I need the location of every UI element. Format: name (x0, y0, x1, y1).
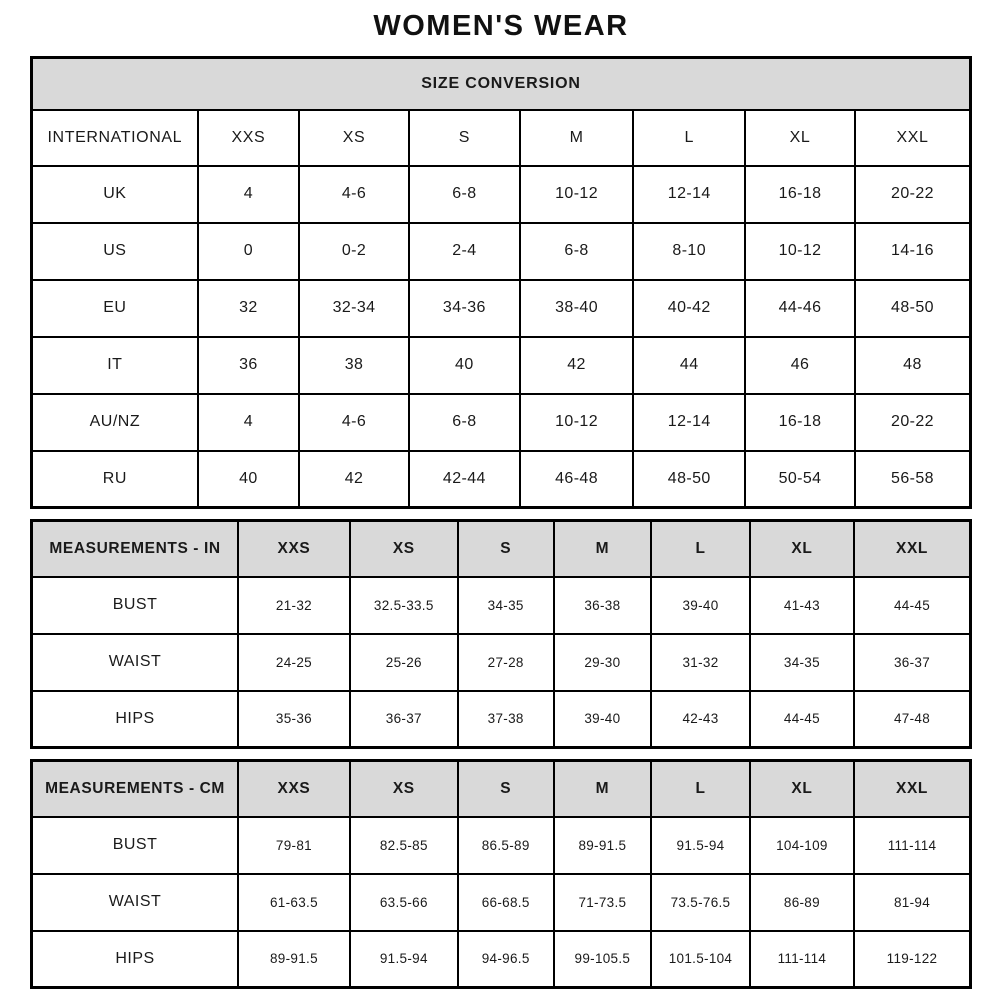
cell-value: 32 (198, 280, 299, 337)
column-header-l: L (651, 521, 750, 577)
column-header-xs: XS (299, 110, 409, 166)
cell-value: 44 (633, 337, 745, 394)
column-header-xl: XL (750, 521, 854, 577)
cell-value: 4 (198, 394, 299, 451)
cell-value: 91.5-94 (350, 931, 458, 988)
row-label: US (32, 223, 198, 280)
table-row (32, 634, 971, 691)
table-title: MEASUREMENTS - IN (32, 521, 239, 577)
cell-value: 12-14 (633, 166, 745, 223)
column-header-xxl: XXL (855, 110, 971, 166)
cell-value: 66-68.5 (458, 874, 554, 931)
measurements-in-body (32, 577, 971, 748)
cell-value: 20-22 (855, 166, 971, 223)
measurements-in-table (30, 519, 972, 749)
measurements-cm-table (30, 759, 972, 989)
column-header-l: L (651, 761, 750, 817)
column-header-international: INTERNATIONAL (32, 110, 198, 166)
cell-value: 50-54 (745, 451, 855, 508)
cell-value: 4-6 (299, 166, 409, 223)
cell-value: 46 (745, 337, 855, 394)
table-row (32, 577, 971, 634)
measurements-cm-body (32, 817, 971, 988)
cell-value: 86-89 (750, 874, 854, 931)
cell-value: 34-35 (458, 577, 554, 634)
cell-value: 40 (198, 451, 299, 508)
cell-value: 27-28 (458, 634, 554, 691)
cell-value: 71-73.5 (554, 874, 652, 931)
table-title: MEASUREMENTS - CM (32, 761, 239, 817)
table-row (32, 166, 971, 223)
row-label: HIPS (32, 691, 239, 748)
cell-value: 38 (299, 337, 409, 394)
cell-value: 25-26 (350, 634, 458, 691)
cell-value: 46-48 (520, 451, 634, 508)
cell-value: 10-12 (745, 223, 855, 280)
cell-value: 79-81 (238, 817, 350, 874)
cell-value: 0-2 (299, 223, 409, 280)
cell-value: 36-37 (350, 691, 458, 748)
column-header-s: S (458, 521, 554, 577)
cell-value: 56-58 (855, 451, 971, 508)
cell-value: 16-18 (745, 166, 855, 223)
column-header-xxs: XXS (238, 521, 350, 577)
cell-value: 37-38 (458, 691, 554, 748)
cell-value: 99-105.5 (554, 931, 652, 988)
cell-value: 47-48 (854, 691, 970, 748)
cell-value: 6-8 (409, 166, 520, 223)
cell-value: 89-91.5 (238, 931, 350, 988)
row-label: IT (32, 337, 198, 394)
column-header-row (32, 761, 971, 817)
column-header-row (32, 110, 971, 166)
column-header-m: M (554, 761, 652, 817)
cell-value: 63.5-66 (350, 874, 458, 931)
cell-value: 29-30 (554, 634, 652, 691)
cell-value: 40-42 (633, 280, 745, 337)
column-header-row (32, 521, 971, 577)
size-conversion-table (30, 56, 972, 509)
cell-value: 111-114 (854, 817, 970, 874)
table-row (32, 817, 971, 874)
cell-value: 32.5-33.5 (350, 577, 458, 634)
table-row (32, 394, 971, 451)
column-header-s: S (409, 110, 520, 166)
cell-value: 73.5-76.5 (651, 874, 750, 931)
row-label: RU (32, 451, 198, 508)
cell-value: 48 (855, 337, 971, 394)
column-header-m: M (520, 110, 634, 166)
column-header-xs: XS (350, 521, 458, 577)
row-label: HIPS (32, 931, 239, 988)
cell-value: 6-8 (409, 394, 520, 451)
cell-value: 44-45 (854, 577, 970, 634)
cell-value: 36 (198, 337, 299, 394)
column-header-xxl: XXL (854, 761, 970, 817)
cell-value: 21-32 (238, 577, 350, 634)
column-header-s: S (458, 761, 554, 817)
column-header-xl: XL (750, 761, 854, 817)
table-row (32, 280, 971, 337)
cell-value: 31-32 (651, 634, 750, 691)
cell-value: 48-50 (633, 451, 745, 508)
cell-value: 101.5-104 (651, 931, 750, 988)
column-header-l: L (633, 110, 745, 166)
cell-value: 34-36 (409, 280, 520, 337)
cell-value: 32-34 (299, 280, 409, 337)
table-row (32, 223, 971, 280)
cell-value: 16-18 (745, 394, 855, 451)
cell-value: 8-10 (633, 223, 745, 280)
cell-value: 10-12 (520, 166, 634, 223)
table-row (32, 874, 971, 931)
cell-value: 44-45 (750, 691, 854, 748)
cell-value: 36-38 (554, 577, 652, 634)
cell-value: 2-4 (409, 223, 520, 280)
cell-value: 86.5-89 (458, 817, 554, 874)
cell-value: 38-40 (520, 280, 634, 337)
table-title: SIZE CONVERSION (32, 58, 971, 110)
column-header-xxs: XXS (238, 761, 350, 817)
cell-value: 34-35 (750, 634, 854, 691)
table-row (32, 691, 971, 748)
row-label: WAIST (32, 874, 239, 931)
cell-value: 4 (198, 166, 299, 223)
cell-value: 36-37 (854, 634, 970, 691)
row-label: AU/NZ (32, 394, 198, 451)
cell-value: 42-43 (651, 691, 750, 748)
cell-value: 89-91.5 (554, 817, 652, 874)
row-label: UK (32, 166, 198, 223)
column-header-xl: XL (745, 110, 855, 166)
column-header-xs: XS (350, 761, 458, 817)
table-title-row (32, 58, 971, 110)
cell-value: 48-50 (855, 280, 971, 337)
cell-value: 42 (299, 451, 409, 508)
cell-value: 82.5-85 (350, 817, 458, 874)
cell-value: 42 (520, 337, 634, 394)
row-label: EU (32, 280, 198, 337)
cell-value: 104-109 (750, 817, 854, 874)
cell-value: 94-96.5 (458, 931, 554, 988)
cell-value: 81-94 (854, 874, 970, 931)
cell-value: 91.5-94 (651, 817, 750, 874)
table-row (32, 451, 971, 508)
cell-value: 111-114 (750, 931, 854, 988)
cell-value: 4-6 (299, 394, 409, 451)
cell-value: 42-44 (409, 451, 520, 508)
row-label: BUST (32, 577, 239, 634)
row-label: WAIST (32, 634, 239, 691)
cell-value: 41-43 (750, 577, 854, 634)
cell-value: 24-25 (238, 634, 350, 691)
size-conversion-body (32, 166, 971, 508)
cell-value: 119-122 (854, 931, 970, 988)
column-header-xxl: XXL (854, 521, 970, 577)
cell-value: 20-22 (855, 394, 971, 451)
cell-value: 35-36 (238, 691, 350, 748)
table-row (32, 337, 971, 394)
cell-value: 14-16 (855, 223, 971, 280)
cell-value: 12-14 (633, 394, 745, 451)
column-header-xxs: XXS (198, 110, 299, 166)
cell-value: 40 (409, 337, 520, 394)
cell-value: 61-63.5 (238, 874, 350, 931)
column-header-m: M (554, 521, 652, 577)
cell-value: 10-12 (520, 394, 634, 451)
cell-value: 0 (198, 223, 299, 280)
cell-value: 44-46 (745, 280, 855, 337)
cell-value: 39-40 (651, 577, 750, 634)
page-title: WOMEN'S WEAR (373, 10, 629, 42)
row-label: BUST (32, 817, 239, 874)
cell-value: 39-40 (554, 691, 652, 748)
table-row (32, 931, 971, 988)
cell-value: 6-8 (520, 223, 634, 280)
